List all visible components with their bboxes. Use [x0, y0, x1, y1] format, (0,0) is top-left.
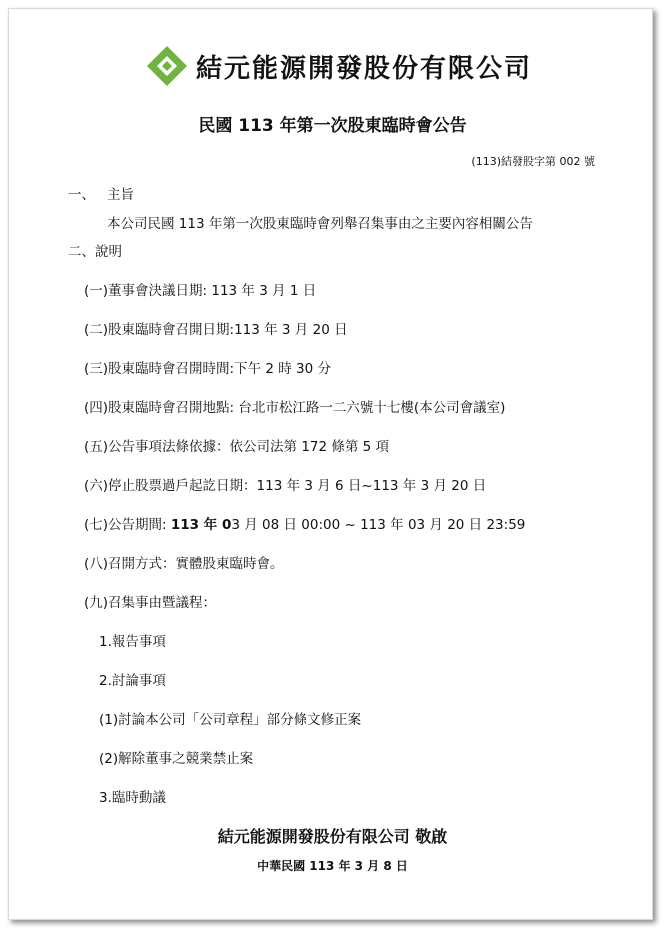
item-8: (八)召開方式：實體股東臨時會。	[84, 556, 284, 572]
section-1-body: 本公司民國 113 年第一次股東臨時會列舉召集事由之主要內容相關公告	[107, 216, 533, 232]
section-1-number: 一、	[68, 187, 95, 203]
section-2-heading: 二、說明	[68, 244, 122, 260]
document-number: (113)結發股字第 002 號	[471, 155, 595, 168]
agenda-item-2-1: (1)討論本公司「公司章程」部分條文修正案	[99, 712, 362, 728]
letterhead	[146, 44, 532, 88]
item-6: (六)停止股票過戶起訖日期：113 年 3 月 6 日~113 年 3 月 20 日	[84, 478, 487, 494]
company-name: 結元能源開發股份有限公司	[196, 53, 533, 84]
signature-company: 結元能源開發股份有限公司 敬啟	[217, 827, 448, 846]
document-title: 民國 113 年第一次股東臨時會公告	[198, 116, 467, 136]
item-7-bold: 113 年 0	[170, 517, 232, 533]
agenda-item-3: 3.臨時動議	[99, 790, 166, 806]
item-5: (五)公告事項法條依據：依公司法第 172 條第 5 項	[84, 439, 390, 455]
agenda-item-2-2: (2)解除董事之競業禁止案	[99, 751, 254, 767]
agenda-item-2: 2.討論事項	[99, 673, 166, 689]
item-7-prefix: (七)公告期間:	[84, 517, 171, 533]
item-7-rest: 3 月 08 日 00:00 ~ 113 年 03 月 20 日 23:59	[231, 517, 526, 533]
item-1: (一)董事會決議日期: 113 年 3 月 1 日	[84, 283, 317, 299]
document-page	[8, 8, 653, 920]
item-9: (九)召集事由暨議程：	[84, 595, 217, 611]
item-3: (三)股東臨時會召開時間:下午 2 時 30 分	[84, 361, 332, 377]
item-7	[84, 513, 525, 533]
green-diamond-logo-icon	[146, 45, 188, 87]
item-4: (四)股東臨時會召開地點: 台北市松江路一二六號十七樓(本公司會議室)	[84, 400, 506, 416]
item-2: (二)股東臨時會召開日期:113 年 3 月 20 日	[84, 322, 348, 338]
agenda-item-1: 1.報告事項	[99, 634, 166, 650]
signature-date: 中華民國 113 年 3 月 8 日	[257, 859, 408, 873]
section-1-heading: 主旨	[107, 187, 134, 203]
